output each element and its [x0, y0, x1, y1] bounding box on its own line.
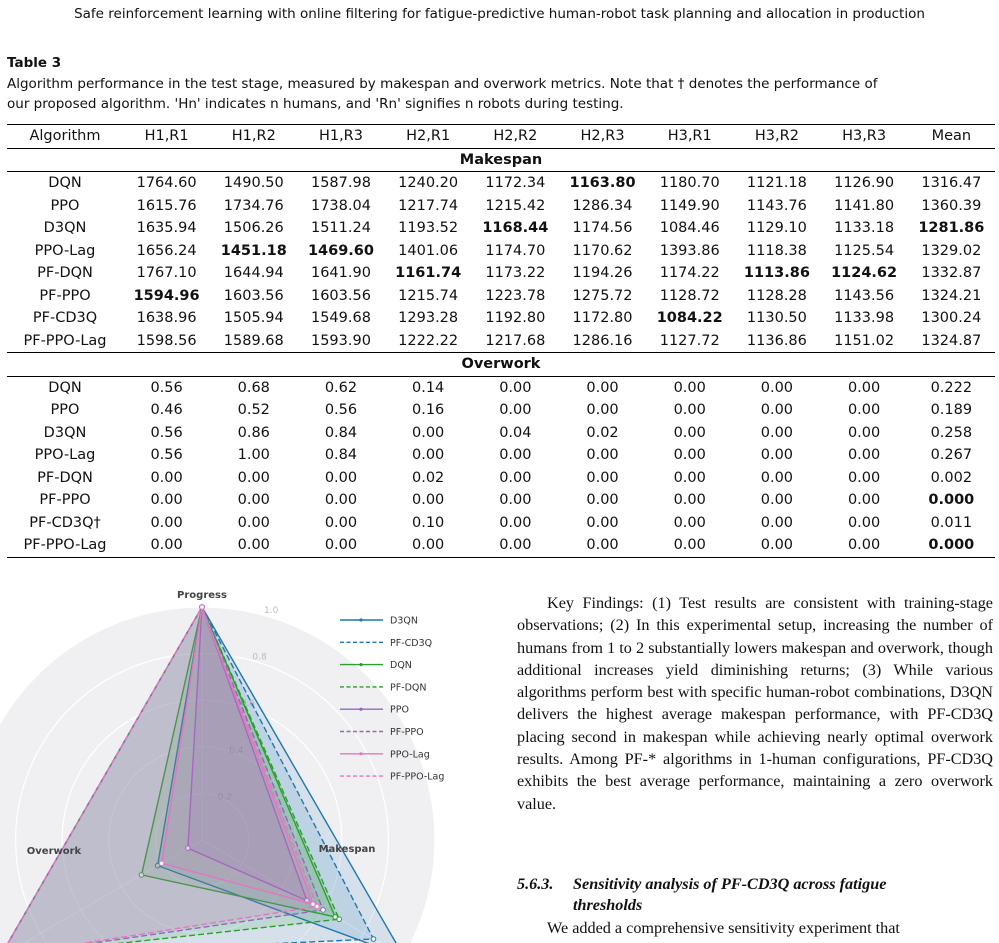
- value-cell: 0.00: [673, 424, 706, 441]
- radar-point: [337, 917, 342, 922]
- value-cell: 1644.94: [223, 265, 284, 282]
- algorithm-cell: PF-DQN: [37, 469, 93, 486]
- table-section: [7, 148, 995, 353]
- value-cell: 0.84: [324, 424, 358, 441]
- value-cell: 0.00: [673, 469, 706, 486]
- legend-label: PF-PPO: [390, 727, 424, 738]
- value-cell: 0.00: [847, 469, 881, 486]
- value-cell: 0.84: [324, 447, 358, 464]
- table-header-row: [7, 125, 995, 149]
- value-cell: 0.00: [760, 379, 794, 396]
- value-cell: 1635.94: [136, 220, 197, 237]
- value-cell: 1170.62: [572, 242, 633, 259]
- value-cell: 1193.52: [398, 220, 459, 237]
- value-cell: 0.56: [150, 379, 183, 396]
- value-cell: 0.00: [237, 537, 270, 554]
- value-cell: 0.04: [499, 424, 532, 441]
- value-cell: 0.00: [673, 402, 706, 419]
- value-cell: 1324.21: [921, 287, 982, 304]
- value-cell: 0.00: [847, 447, 881, 464]
- value-cell: 0.00: [412, 537, 445, 554]
- value-cell: 0.00: [586, 469, 619, 486]
- radar-axis-label: Makespan: [318, 844, 376, 855]
- radial-tick-label: 0.8: [252, 652, 267, 663]
- value-cell: 0.00: [237, 469, 270, 486]
- value-cell: 0.00: [760, 514, 794, 531]
- radar-axis-label: Overwork: [26, 846, 82, 857]
- value-cell: 1222.22: [398, 332, 459, 349]
- section-heading: [517, 874, 993, 916]
- value-cell: 1734.76: [223, 197, 284, 214]
- table-caption-line-1: Algorithm performance in the test stage, measured by makespan and overwork metrics. Note that † denotes the performance of: [7, 76, 878, 92]
- value-cell: 1593.90: [310, 332, 371, 349]
- value-cell: 1133.18: [834, 220, 895, 237]
- value-cell: 1286.16: [572, 332, 633, 349]
- value-cell: 1587.98: [310, 175, 371, 192]
- algorithm-cell: PPO: [50, 402, 80, 419]
- algorithm-cell: PF-CD3Q†: [29, 514, 101, 531]
- value-cell: 1401.06: [398, 242, 459, 259]
- radar-point: [315, 904, 320, 909]
- radar-point: [200, 605, 205, 610]
- value-cell: 0.00: [760, 492, 794, 509]
- value-cell: 0.00: [760, 447, 794, 464]
- value-cell: 1506.26: [223, 220, 284, 237]
- legend-marker: [359, 708, 362, 711]
- value-cell: 1217.74: [398, 197, 459, 214]
- value-cell: 1764.60: [136, 175, 197, 192]
- section-title: Makespan: [7, 148, 995, 172]
- value-cell: 0.56: [324, 402, 358, 419]
- value-cell: 0.00: [847, 537, 881, 554]
- value-cell: 1130.50: [746, 310, 807, 327]
- value-cell: 1172.80: [572, 310, 633, 327]
- value-cell: 1126.90: [834, 175, 895, 192]
- value-cell: 1215.42: [485, 197, 546, 214]
- column-header: H1,R2: [231, 128, 276, 145]
- algorithm-cell: PF-PPO: [39, 492, 91, 509]
- value-cell: 0.00: [760, 537, 794, 554]
- value-cell: 0.00: [150, 514, 183, 531]
- value-cell: 0.00: [586, 447, 619, 464]
- table-row: [7, 195, 995, 218]
- value-cell: 1143.76: [746, 197, 807, 214]
- column-header: H3,R3: [842, 128, 887, 145]
- value-cell: 1638.96: [136, 310, 197, 327]
- section-title-row: [7, 148, 995, 172]
- table-row: [7, 330, 995, 353]
- value-cell: 1223.78: [485, 287, 546, 304]
- algorithm-cell: PPO-Lag: [34, 447, 96, 464]
- value-cell: 1738.04: [310, 197, 371, 214]
- value-cell: 0.86: [237, 424, 270, 441]
- value-cell: 0.00: [499, 379, 532, 396]
- value-cell: 1161.74: [395, 265, 462, 282]
- value-cell: 0.00: [847, 402, 881, 419]
- value-cell: 1549.68: [310, 310, 371, 327]
- value-cell: 0.62: [324, 379, 358, 396]
- radial-tick-label: 1.0: [264, 606, 279, 616]
- radar-point: [321, 908, 326, 913]
- value-cell: 1490.50: [223, 175, 284, 192]
- value-cell: 1.00: [237, 447, 270, 464]
- value-cell: 1180.70: [659, 175, 720, 192]
- value-cell: 1615.76: [136, 197, 197, 214]
- table-row: [7, 240, 995, 263]
- value-cell: 1118.38: [746, 242, 807, 259]
- value-cell: 1316.47: [921, 175, 982, 192]
- value-cell: 1505.94: [223, 310, 284, 327]
- value-cell: 0.00: [237, 492, 270, 509]
- value-cell: 0.267: [930, 447, 973, 464]
- value-cell: 1360.39: [921, 197, 982, 214]
- algorithm-cell: PF-PPO: [39, 287, 91, 304]
- table-section: [7, 353, 995, 558]
- radar-axis-label: Progress: [177, 590, 227, 601]
- column-header: H2,R3: [580, 128, 625, 145]
- value-cell: 0.00: [847, 492, 881, 509]
- value-cell: 1173.22: [485, 265, 546, 282]
- value-cell: 1603.56: [223, 287, 284, 304]
- value-cell: 0.52: [237, 402, 270, 419]
- value-cell: 0.00: [847, 514, 881, 531]
- table-row: [7, 217, 995, 240]
- value-cell: 0.00: [237, 514, 270, 531]
- value-cell: 0.00: [586, 514, 619, 531]
- value-cell: 1293.28: [398, 310, 459, 327]
- algorithm-cell: DQN: [48, 175, 82, 192]
- column-header: H3,R2: [754, 128, 799, 145]
- value-cell: 0.189: [930, 402, 973, 419]
- value-cell: 0.000: [928, 537, 975, 554]
- legend-label: PF-CD3Q: [390, 637, 433, 649]
- value-cell: 0.00: [412, 447, 445, 464]
- table-label: Table 3: [7, 55, 62, 71]
- value-cell: 1143.56: [834, 287, 895, 304]
- value-cell: 0.00: [760, 469, 794, 486]
- value-cell: 1393.86: [659, 242, 720, 259]
- table-row: [7, 285, 995, 308]
- value-cell: 0.00: [324, 492, 358, 509]
- algorithm-cell: PF-PPO-Lag: [23, 537, 107, 554]
- value-cell: 1174.70: [485, 242, 546, 259]
- results-table: [7, 124, 995, 558]
- value-cell: 1174.22: [659, 265, 720, 282]
- value-cell: 1125.54: [834, 242, 895, 259]
- legend-label: PF-DQN: [390, 682, 427, 694]
- value-cell: 0.00: [499, 514, 532, 531]
- value-cell: 0.00: [499, 469, 532, 486]
- value-cell: 0.00: [673, 514, 706, 531]
- value-cell: 1286.34: [572, 197, 633, 214]
- value-cell: 0.00: [499, 447, 532, 464]
- value-cell: 1128.72: [659, 287, 720, 304]
- legend-label: D3QN: [390, 615, 418, 627]
- section-title-line-2: thresholds: [573, 896, 643, 914]
- table-row: [7, 489, 995, 512]
- algorithm-cell: DQN: [48, 379, 82, 396]
- value-cell: 0.00: [586, 492, 619, 509]
- legend-marker: [359, 663, 362, 666]
- table-row: [7, 444, 995, 467]
- legend-label: DQN: [390, 660, 412, 672]
- legend-marker: [359, 618, 362, 621]
- value-cell: 0.00: [847, 424, 881, 441]
- value-cell: 1124.62: [831, 265, 898, 282]
- table-caption-line-2: our proposed algorithm. 'Hn' indicates n humans, and 'Rn' signifies n robots during testing.: [7, 96, 624, 112]
- radar-chart: [0, 580, 500, 943]
- value-cell: 1324.87: [921, 332, 982, 349]
- value-cell: 0.00: [499, 492, 532, 509]
- value-cell: 1121.18: [746, 175, 807, 192]
- value-cell: 1129.10: [746, 220, 807, 237]
- value-cell: 1149.90: [659, 197, 720, 214]
- legend-label: PPO-Lag: [390, 749, 430, 761]
- value-cell: 0.46: [150, 402, 183, 419]
- value-cell: 0.00: [499, 402, 532, 419]
- column-header: H1,R3: [318, 128, 363, 145]
- value-cell: 1133.98: [834, 310, 895, 327]
- value-cell: 0.00: [412, 424, 445, 441]
- table-row: [7, 307, 995, 330]
- algorithm-cell: D3QN: [43, 424, 87, 441]
- value-cell: 0.10: [412, 514, 445, 531]
- value-cell: 0.56: [150, 424, 183, 441]
- table-row: [7, 534, 995, 557]
- radial-tick-label: 0.6: [240, 699, 256, 710]
- value-cell: 1141.80: [834, 197, 895, 214]
- section-title-row: [7, 353, 995, 377]
- value-cell: 1300.24: [921, 310, 982, 327]
- value-cell: 1194.26: [572, 265, 633, 282]
- value-cell: 0.002: [930, 469, 973, 486]
- value-cell: 0.00: [586, 537, 619, 554]
- column-header: Algorithm: [29, 128, 101, 145]
- value-cell: 1332.87: [921, 265, 982, 282]
- section-body-text: We added a comprehensive sensitivity experiment that: [547, 919, 900, 937]
- column-header: Mean: [931, 128, 972, 145]
- table-row: [7, 467, 995, 490]
- algorithm-cell: PF-DQN: [37, 265, 93, 282]
- algorithm-cell: PF-PPO-Lag: [23, 332, 107, 349]
- column-header: H2,R2: [493, 128, 538, 145]
- value-cell: 0.00: [150, 469, 183, 486]
- legend-label: PF-PPO-Lag: [390, 771, 445, 783]
- value-cell: 1598.56: [136, 332, 197, 349]
- value-cell: 0.00: [847, 379, 881, 396]
- value-cell: 1084.46: [659, 220, 720, 237]
- value-cell: 0.00: [324, 537, 358, 554]
- value-cell: 0.00: [673, 379, 706, 396]
- key-findings-paragraph: Key Findings: (1) Test results are consistent with training-stage observations; (2) In this experimental setup, increasing the number of humans from 1 to 2 substantially lowers makespan and overwork, though additional increases yield diminishing returns; (3) While various algorithms perform best with specific human-robot combinations, D3QN delivers the highest average makespan performance, with PF-CD3Q placing second in makespan while achieving nearly optimal overwork results. Among PF-* algorithms in 1-human configurations, PF-CD3Q exhibits the best average performance, maintaining a zero overwork value.: [517, 594, 993, 813]
- value-cell: 1151.02: [834, 332, 895, 349]
- value-cell: 0.00: [673, 537, 706, 554]
- value-cell: 0.14: [412, 379, 445, 396]
- value-cell: 1451.18: [220, 242, 287, 259]
- value-cell: 0.00: [412, 492, 445, 509]
- value-cell: 1127.72: [659, 332, 720, 349]
- value-cell: 0.00: [324, 469, 358, 486]
- value-cell: 1589.68: [223, 332, 284, 349]
- value-cell: 0.00: [586, 379, 619, 396]
- value-cell: 0.011: [930, 514, 973, 531]
- algorithm-cell: D3QN: [43, 220, 87, 237]
- value-cell: 1174.56: [572, 220, 633, 237]
- algorithm-cell: PPO: [50, 197, 80, 214]
- value-cell: 1511.24: [310, 220, 371, 237]
- value-cell: 1240.20: [398, 175, 459, 192]
- value-cell: 0.258: [930, 424, 973, 441]
- column-header: H3,R1: [667, 128, 712, 145]
- value-cell: 1215.74: [398, 287, 459, 304]
- value-cell: 1136.86: [746, 332, 807, 349]
- running-header: Safe reinforcement learning with online filtering for fatigue-predictive human-robot task planning and allocation in production: [74, 6, 925, 22]
- section-title: Overwork: [7, 353, 995, 377]
- value-cell: 0.00: [586, 402, 619, 419]
- table-row: [7, 512, 995, 535]
- value-cell: 0.00: [150, 492, 183, 509]
- value-cell: 1128.28: [746, 287, 807, 304]
- value-cell: 0.56: [150, 447, 183, 464]
- table-row: [7, 172, 995, 195]
- value-cell: 1217.68: [485, 332, 546, 349]
- table-caption: [7, 74, 997, 114]
- value-cell: 1192.80: [485, 310, 546, 327]
- value-cell: 1168.44: [482, 220, 549, 237]
- value-cell: 1084.22: [656, 310, 723, 327]
- value-cell: 0.68: [237, 379, 270, 396]
- radar-point: [371, 937, 376, 942]
- legend-label: PPO: [390, 704, 409, 716]
- algorithm-cell: PPO-Lag: [34, 242, 96, 259]
- value-cell: 1163.80: [569, 175, 636, 192]
- value-cell: 0.00: [150, 537, 183, 554]
- table-row: [7, 422, 995, 445]
- column-header: H2,R1: [406, 128, 451, 145]
- value-cell: 0.00: [760, 402, 794, 419]
- value-cell: 0.02: [412, 469, 445, 486]
- value-cell: 1469.60: [307, 242, 374, 259]
- value-cell: 1767.10: [136, 265, 197, 282]
- algorithm-cell: PF-CD3Q: [32, 310, 98, 327]
- value-cell: 0.000: [928, 492, 975, 509]
- table-row: [7, 376, 995, 399]
- value-cell: 0.00: [673, 447, 706, 464]
- value-cell: 0.16: [412, 402, 445, 419]
- table-row: [7, 262, 995, 285]
- value-cell: 0.00: [324, 514, 358, 531]
- value-cell: 1172.34: [485, 175, 546, 192]
- section-number: 5.6.3.: [517, 875, 554, 893]
- column-header: H1,R1: [144, 128, 189, 145]
- legend-marker: [359, 752, 362, 755]
- radial-tick-label: 0.4: [229, 745, 244, 756]
- table-row: [7, 399, 995, 422]
- value-cell: 1594.96: [133, 287, 200, 304]
- value-cell: 1275.72: [572, 287, 633, 304]
- value-cell: 1281.86: [918, 220, 985, 237]
- value-cell: 1329.02: [921, 242, 982, 259]
- value-cell: 1641.90: [310, 265, 371, 282]
- value-cell: 1656.24: [136, 242, 197, 259]
- value-cell: 0.00: [499, 537, 532, 554]
- section-title-line-1: Sensitivity analysis of PF-CD3Q across fatigue: [573, 875, 887, 893]
- value-cell: 0.02: [586, 424, 619, 441]
- value-cell: 0.00: [760, 424, 794, 441]
- value-cell: 0.00: [673, 492, 706, 509]
- value-cell: 1603.56: [310, 287, 371, 304]
- radial-tick-label: 0.2: [217, 792, 232, 803]
- value-cell: 0.222: [930, 379, 973, 396]
- value-cell: 1113.86: [743, 265, 810, 282]
